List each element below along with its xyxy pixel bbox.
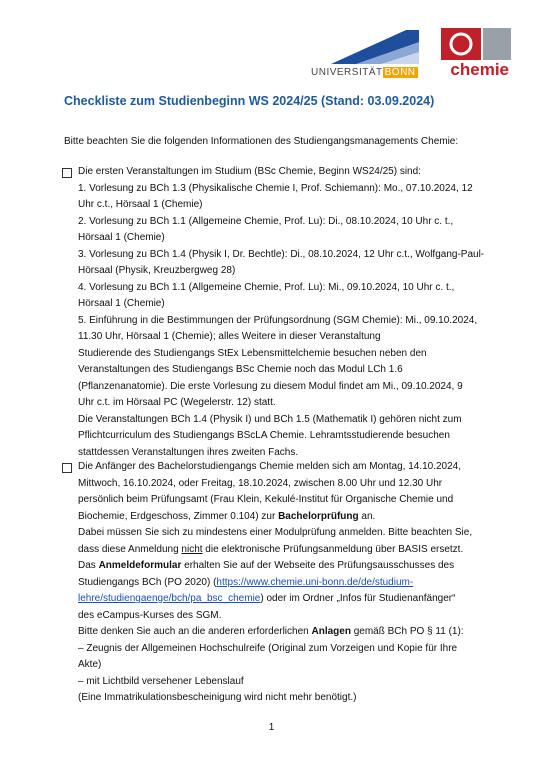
text-line: persönlich beim Prüfungsamt (Frau Klein, Kekulé-Institut für Organische Chemie und — [78, 494, 454, 505]
pruefungsausschuss-link-cont[interactable]: lehre/studiengaenge/bch/pa_bsc_chemie — [78, 593, 261, 604]
text-line: 3. Vorlesung zu BCh 1.4 (Physik I, Dr. Bechtle): Di., 08.10.2024, 12 Uhr c.t., Wolfgang-Paul- — [78, 248, 485, 260]
text-line: Studiengangs BCh (PO 2020) (https://www.chemie.uni-bonn.de/de/studium- — [78, 576, 414, 588]
nicht-emphasis: nicht — [181, 543, 203, 555]
text-line: Die Veranstaltungen BCh 1.4 (Physik I) und BCh 1.5 (Mathematik I) gehören nicht zum — [78, 413, 462, 425]
checkbox-icon[interactable] — [62, 168, 72, 178]
text-line: (Pflanzenanatomie). Die erste Vorlesung zu diesem Modul findet am Mi., 09.10.2024, 9 — [78, 380, 463, 392]
text-line: Das Anmeldeformular erhalten Sie auf der Webseite des Prüfungsausschusses des — [78, 560, 455, 571]
text-line: 5. Einführung in die Bestimmungen der Prüfungsordnung (SGM Chemie): Mi., 09.10.2024, — [78, 314, 478, 326]
text-line: Uhr c.t. im Hörsaal PC (Wegelerstr. 12) statt. — [78, 397, 276, 408]
text-line: Pflichtcurriculum des Studiengangs BScLA Chemie. Lehramtsstudierende besuchen — [78, 430, 450, 441]
text-line: Bitte denken Sie auch an die anderen erforderlichen Anlagen gemäß BCh PO § 11 (1): — [78, 626, 464, 637]
text-line: Hörsaal 1 (Chemie) — [78, 232, 165, 243]
text-line: Veranstaltungen des Studiengangs BSc Chemie noch das Modul LCh 1.6 — [78, 364, 403, 375]
text-line: 11.30 Uhr, Hörsaal 1 (Chemie); alles Weitere in dieser Veranstaltung — [78, 331, 381, 342]
text-line: Uhr c.t., Hörsaal 1 (Chemie) — [78, 199, 203, 210]
university-logo-text: UNIVERSITÄT BONN — [311, 67, 416, 78]
chemie-logo-graphic — [433, 28, 511, 60]
text-line: 4. Vorlesung zu BCh 1.1 (Allgemeine Chemie, Prof. Lu): Mi., 09.10.2024, 10 Uhr c. t., — [78, 281, 455, 293]
text-line: – Zeugnis der Allgemeinen Hochschulreife (Original zum Vorzeigen und Kopie für Ihre — [78, 642, 458, 654]
intro-text: Bitte beachten Sie die folgenden Informationen des Studiengangsmanagements Chemie: — [64, 136, 459, 147]
text-line: 2. Vorlesung zu BCh 1.1 (Allgemeine Chemie, Prof. Lu): Di., 08.10.2024, 10 Uhr c. t., — [78, 215, 454, 227]
text-line: Akte) — [78, 659, 102, 670]
pruefungsausschuss-link[interactable]: https://www.chemie.uni-bonn.de/de/studium- — [216, 576, 414, 588]
text-line: Hörsaal (Physik, Kreuzbergweg 28) — [78, 265, 236, 276]
bachelorpruefung-emphasis: Bachelorprüfung — [278, 510, 359, 522]
university-bonn-logo — [311, 28, 421, 80]
chemie-logo — [433, 28, 511, 80]
registration-text — [78, 459, 484, 707]
university-logo-graphic — [311, 28, 421, 66]
header-logos — [311, 28, 511, 80]
text-line: lehre/studiengaenge/bch/pa_bsc_chemie) oder im Ordner „Infos für Studienanfänger“ — [78, 593, 456, 604]
checkbox-icon[interactable] — [62, 463, 72, 473]
text-line: (Eine Immatrikulationsbescheinigung wird nicht mehr benötigt.) — [78, 692, 357, 703]
text-line: 1. Vorlesung zu BCh 1.3 (Physikalische Chemie I, Prof. Schiemann): Mo., 07.10.2024, 12 — [78, 182, 473, 194]
text-line: Die Anfänger des Bachelorstudiengangs Chemie melden sich am Montag, 14.10.2024, — [78, 461, 462, 472]
first-courses-text — [78, 164, 484, 461]
anmeldeformular-emphasis: Anmeldeformular — [98, 560, 182, 571]
text-line: des eCampus-Kurses des SGM. — [78, 609, 222, 621]
text-line: dass diese Anmeldung nicht die elektronische Prüfungsanmeldung über BASIS ersetzt. — [78, 543, 464, 555]
text-line: Studierende des Studiengangs StEx Lebensmittelchemie besuchen neben den — [78, 347, 427, 359]
text-line: Hörsaal 1 (Chemie) — [78, 298, 165, 309]
chemie-logo-text: chemie — [450, 60, 509, 79]
anlagen-emphasis: Anlagen — [311, 626, 351, 637]
text-line: Mittwoch, 16.10.2024, oder Freitag, 18.10.2024, zwischen 8.00 Uhr und 12.30 Uhr — [78, 477, 443, 489]
page-number: 1 — [268, 722, 275, 733]
checklist-item-registration — [64, 459, 484, 707]
text-line: Biochemie, Erdgeschoss, Zimmer 0.104) zur Bachelorprüfung an. — [78, 510, 376, 522]
text-line: Die ersten Veranstaltungen im Studium (BSc Chemie, Beginn WS24/25) sind: — [78, 166, 421, 177]
text-line: stattdessen Veranstaltungen ihres zweiten Fachs. — [78, 446, 299, 458]
text-line: – mit Lichtbild versehener Lebenslauf — [78, 675, 244, 687]
text-line: Dabei müssen Sie sich zu mindestens einer Modulprüfung anmelden. Bitte beachten Sie, — [78, 527, 473, 538]
page-title: Checkliste zum Studienbeginn WS 2024/25 (Stand: 03.09.2024) — [64, 94, 435, 108]
checklist-item-first-courses — [64, 164, 484, 461]
